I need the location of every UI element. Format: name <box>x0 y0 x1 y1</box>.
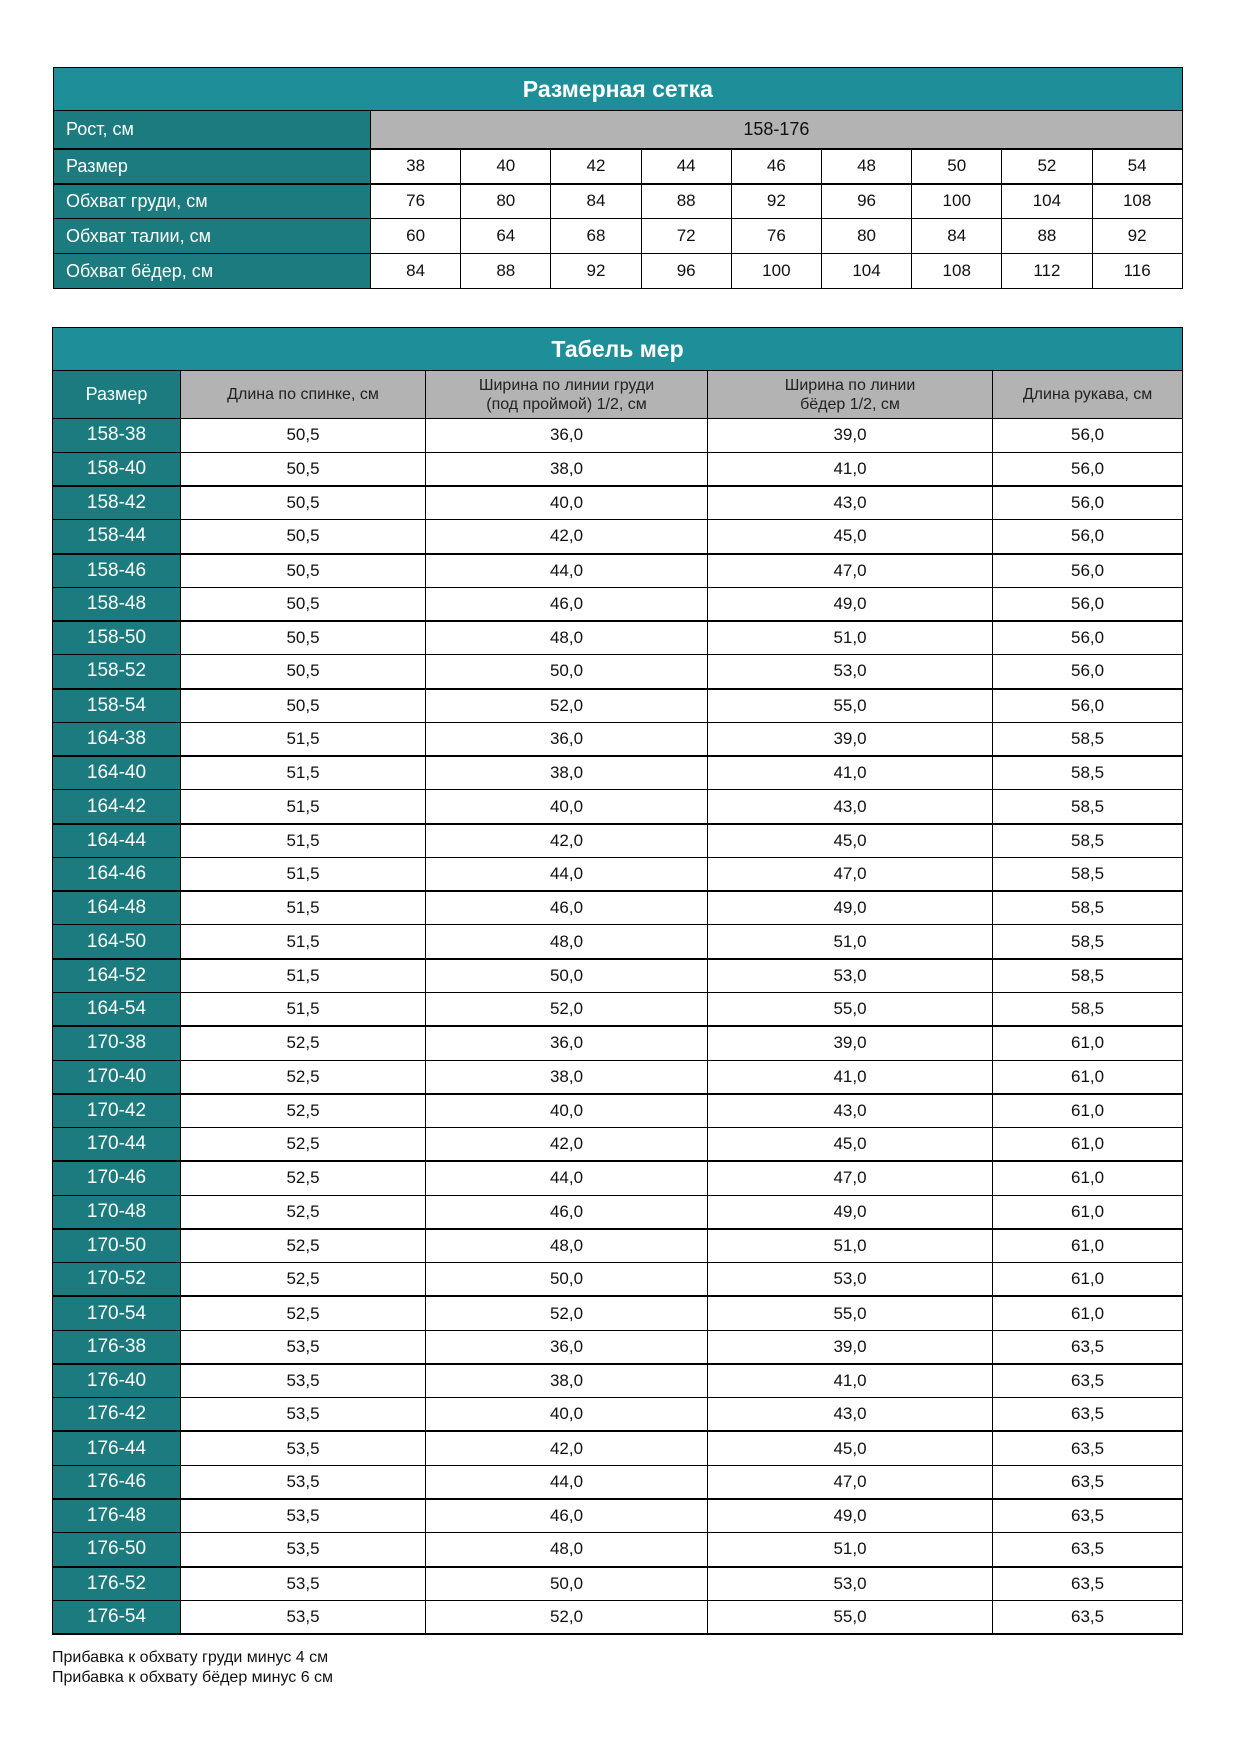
chest-width-cell: 38,0 <box>426 452 708 486</box>
sleeve-length-cell: 56,0 <box>993 486 1183 520</box>
sleeve-length-cell: 58,5 <box>993 925 1183 959</box>
chest-width-cell: 48,0 <box>426 1229 708 1263</box>
chest-width-cell: 40,0 <box>426 790 708 824</box>
back-length-cell: 52,5 <box>181 1094 426 1128</box>
measurement-row <box>53 790 1183 824</box>
hip-width-cell: 55,0 <box>708 1296 993 1330</box>
grid-value-cell: 64 <box>461 219 551 254</box>
measurement-row <box>53 621 1183 655</box>
hip-width-cell: 49,0 <box>708 1499 993 1533</box>
measurement-row <box>53 959 1183 993</box>
row-label: Обхват груди, см <box>54 184 371 219</box>
chest-width-cell: 42,0 <box>426 1128 708 1162</box>
back-length-cell: 50,5 <box>181 554 426 588</box>
chest-width-cell: 50,0 <box>426 1567 708 1601</box>
sleeve-length-cell: 58,5 <box>993 857 1183 891</box>
measurements-title: Табель мер <box>53 328 1183 371</box>
measurement-row <box>53 587 1183 621</box>
grid-value-cell: 60 <box>371 219 461 254</box>
grid-row <box>54 184 1183 219</box>
chest-width-cell: 40,0 <box>426 1398 708 1432</box>
hip-width-cell: 55,0 <box>708 993 993 1027</box>
grid-value-cell: 116 <box>1092 254 1182 289</box>
size-cell: 40 <box>461 149 551 184</box>
hip-width-cell: 41,0 <box>708 452 993 486</box>
measurement-row <box>53 857 1183 891</box>
grid-row <box>54 219 1183 254</box>
chest-width-cell: 44,0 <box>426 1465 708 1499</box>
size-cell: 54 <box>1092 149 1182 184</box>
grid-value-cell: 84 <box>371 254 461 289</box>
measurement-row <box>53 1128 1183 1162</box>
measurement-row <box>53 689 1183 723</box>
grid-value-cell: 76 <box>731 219 821 254</box>
back-length-cell: 53,5 <box>181 1431 426 1465</box>
back-length-cell: 53,5 <box>181 1567 426 1601</box>
hip-width-cell: 43,0 <box>708 790 993 824</box>
size-cell: 164-48 <box>53 891 181 925</box>
back-length-cell: 53,5 <box>181 1330 426 1364</box>
sleeve-length-cell: 63,5 <box>993 1465 1183 1499</box>
col-header-chest-width <box>426 371 708 419</box>
grid-value-cell: 96 <box>641 254 731 289</box>
grid-value-cell: 104 <box>821 254 911 289</box>
hip-width-cell: 47,0 <box>708 554 993 588</box>
hip-width-cell: 51,0 <box>708 1533 993 1567</box>
size-cell: 52 <box>1002 149 1092 184</box>
grid-value-cell: 80 <box>461 184 551 219</box>
chest-width-cell: 36,0 <box>426 1330 708 1364</box>
measurement-row <box>53 1330 1183 1364</box>
hip-width-cell: 43,0 <box>708 1094 993 1128</box>
back-length-cell: 50,5 <box>181 689 426 723</box>
back-length-cell: 53,5 <box>181 1499 426 1533</box>
chest-width-cell: 42,0 <box>426 1431 708 1465</box>
size-cell: 170-50 <box>53 1229 181 1263</box>
chest-width-cell: 52,0 <box>426 1600 708 1634</box>
grid-value-cell: 92 <box>731 184 821 219</box>
col-header-hip-width-line1: Ширина по линии <box>784 376 916 394</box>
hip-width-cell: 45,0 <box>708 1128 993 1162</box>
sleeve-length-cell: 61,0 <box>993 1128 1183 1162</box>
sleeve-length-cell: 61,0 <box>993 1094 1183 1128</box>
back-length-cell: 52,5 <box>181 1128 426 1162</box>
grid-value-cell: 92 <box>1092 219 1182 254</box>
chest-width-cell: 36,0 <box>426 722 708 756</box>
hip-width-cell: 45,0 <box>708 1431 993 1465</box>
sleeve-length-cell: 61,0 <box>993 1195 1183 1229</box>
grid-value-cell: 88 <box>461 254 551 289</box>
chest-width-cell: 38,0 <box>426 1364 708 1398</box>
size-cell: 176-44 <box>53 1431 181 1465</box>
chest-width-cell: 48,0 <box>426 621 708 655</box>
hip-width-cell: 45,0 <box>708 520 993 554</box>
measurement-row <box>53 1060 1183 1094</box>
back-length-cell: 51,5 <box>181 857 426 891</box>
size-grid-title: Размерная сетка <box>54 68 1183 111</box>
size-cell: 170-40 <box>53 1060 181 1094</box>
sleeve-length-cell: 63,5 <box>993 1330 1183 1364</box>
sleeve-length-cell: 58,5 <box>993 891 1183 925</box>
size-label: Размер <box>54 149 371 184</box>
grid-value-cell: 84 <box>551 184 641 219</box>
sleeve-length-cell: 56,0 <box>993 452 1183 486</box>
sleeve-length-cell: 58,5 <box>993 959 1183 993</box>
sleeve-length-cell: 56,0 <box>993 419 1183 453</box>
back-length-cell: 51,5 <box>181 722 426 756</box>
hip-width-cell: 39,0 <box>708 1330 993 1364</box>
measurement-row <box>53 1195 1183 1229</box>
row-label: Обхват бёдер, см <box>54 254 371 289</box>
back-length-cell: 52,5 <box>181 1026 426 1060</box>
hip-width-cell: 43,0 <box>708 486 993 520</box>
chest-width-cell: 38,0 <box>426 1060 708 1094</box>
measurement-row <box>53 1431 1183 1465</box>
back-length-cell: 51,5 <box>181 824 426 858</box>
chest-width-cell: 46,0 <box>426 1195 708 1229</box>
sleeve-length-cell: 61,0 <box>993 1161 1183 1195</box>
hip-width-cell: 39,0 <box>708 419 993 453</box>
hip-width-cell: 51,0 <box>708 1229 993 1263</box>
measurement-row <box>53 1567 1183 1601</box>
measurements-table <box>52 327 1183 1635</box>
back-length-cell: 52,5 <box>181 1060 426 1094</box>
hip-width-cell: 49,0 <box>708 891 993 925</box>
measurement-row <box>53 520 1183 554</box>
sleeve-length-cell: 61,0 <box>993 1060 1183 1094</box>
sleeve-length-cell: 63,5 <box>993 1499 1183 1533</box>
hip-width-cell: 49,0 <box>708 1195 993 1229</box>
back-length-cell: 52,5 <box>181 1229 426 1263</box>
chest-width-cell: 46,0 <box>426 587 708 621</box>
size-cell: 176-54 <box>53 1600 181 1634</box>
height-label: Рост, см <box>54 111 371 149</box>
sleeve-length-cell: 58,5 <box>993 824 1183 858</box>
size-cell: 176-38 <box>53 1330 181 1364</box>
measurement-row <box>53 756 1183 790</box>
size-cell: 164-42 <box>53 790 181 824</box>
size-cell: 158-46 <box>53 554 181 588</box>
size-cell: 164-44 <box>53 824 181 858</box>
size-cell: 158-50 <box>53 621 181 655</box>
sleeve-length-cell: 63,5 <box>993 1398 1183 1432</box>
measurement-row <box>53 1364 1183 1398</box>
col-header-size: Размер <box>53 371 181 419</box>
chest-width-cell: 50,0 <box>426 1263 708 1297</box>
back-length-cell: 50,5 <box>181 486 426 520</box>
hip-width-cell: 39,0 <box>708 722 993 756</box>
measurement-row <box>53 486 1183 520</box>
size-cell: 46 <box>731 149 821 184</box>
hip-width-cell: 45,0 <box>708 824 993 858</box>
footnote-hips: Прибавка к обхвату бёдер минус 6 см <box>52 1669 334 1686</box>
hip-width-cell: 39,0 <box>708 1026 993 1060</box>
chest-width-cell: 44,0 <box>426 1161 708 1195</box>
sleeve-length-cell: 56,0 <box>993 689 1183 723</box>
measurement-row <box>53 824 1183 858</box>
size-cell: 158-48 <box>53 587 181 621</box>
grid-row <box>54 254 1183 289</box>
back-length-cell: 50,5 <box>181 587 426 621</box>
grid-value-cell: 108 <box>912 254 1002 289</box>
grid-value-cell: 76 <box>371 184 461 219</box>
chest-width-cell: 44,0 <box>426 554 708 588</box>
size-cell: 158-42 <box>53 486 181 520</box>
back-length-cell: 50,5 <box>181 655 426 689</box>
sleeve-length-cell: 63,5 <box>993 1600 1183 1634</box>
size-cell: 170-46 <box>53 1161 181 1195</box>
chest-width-cell: 36,0 <box>426 1026 708 1060</box>
col-header-chest-width-line2: (под проймой) 1/2, см <box>486 395 647 413</box>
size-cell: 164-46 <box>53 857 181 891</box>
size-cell: 158-38 <box>53 419 181 453</box>
size-cell: 170-44 <box>53 1128 181 1162</box>
col-header-sleeve-length: Длина рукава, см <box>993 371 1183 419</box>
sleeve-length-cell: 63,5 <box>993 1533 1183 1567</box>
size-cell: 164-40 <box>53 756 181 790</box>
measurement-row <box>53 1161 1183 1195</box>
back-length-cell: 52,5 <box>181 1263 426 1297</box>
measurement-row <box>53 891 1183 925</box>
size-cell: 48 <box>821 149 911 184</box>
size-cell: 164-38 <box>53 722 181 756</box>
hip-width-cell: 49,0 <box>708 587 993 621</box>
size-cell: 158-44 <box>53 520 181 554</box>
size-cell: 170-52 <box>53 1263 181 1297</box>
size-cell: 176-48 <box>53 1499 181 1533</box>
col-header-chest-width-line1: Ширина по линии груди <box>478 376 655 394</box>
chest-width-cell: 42,0 <box>426 520 708 554</box>
sleeve-length-cell: 58,5 <box>993 722 1183 756</box>
back-length-cell: 50,5 <box>181 520 426 554</box>
hip-width-cell: 53,0 <box>708 1263 993 1297</box>
hip-width-cell: 53,0 <box>708 655 993 689</box>
sleeve-length-cell: 56,0 <box>993 554 1183 588</box>
chest-width-cell: 50,0 <box>426 959 708 993</box>
hip-width-cell: 41,0 <box>708 1060 993 1094</box>
chest-width-cell: 36,0 <box>426 419 708 453</box>
size-cell: 176-42 <box>53 1398 181 1432</box>
back-length-cell: 53,5 <box>181 1364 426 1398</box>
grid-value-cell: 108 <box>1092 184 1182 219</box>
measurement-row <box>53 1600 1183 1634</box>
size-cell: 158-52 <box>53 655 181 689</box>
sleeve-length-cell: 56,0 <box>993 587 1183 621</box>
sleeve-length-cell: 58,5 <box>993 993 1183 1027</box>
chest-width-cell: 48,0 <box>426 1533 708 1567</box>
back-length-cell: 53,5 <box>181 1465 426 1499</box>
size-cell: 164-52 <box>53 959 181 993</box>
measurement-row <box>53 1229 1183 1263</box>
sleeve-length-cell: 58,5 <box>993 790 1183 824</box>
back-length-cell: 51,5 <box>181 925 426 959</box>
sleeve-length-cell: 61,0 <box>993 1263 1183 1297</box>
chest-width-cell: 52,0 <box>426 689 708 723</box>
chest-width-cell: 44,0 <box>426 857 708 891</box>
hip-width-cell: 43,0 <box>708 1398 993 1432</box>
hip-width-cell: 41,0 <box>708 1364 993 1398</box>
measurement-row <box>53 925 1183 959</box>
hip-width-cell: 51,0 <box>708 621 993 655</box>
size-cell: 158-40 <box>53 452 181 486</box>
measurement-row <box>53 655 1183 689</box>
hip-width-cell: 55,0 <box>708 689 993 723</box>
hip-width-cell: 51,0 <box>708 925 993 959</box>
hip-width-cell: 55,0 <box>708 1600 993 1634</box>
measurement-row <box>53 554 1183 588</box>
measurement-row <box>53 1026 1183 1060</box>
grid-value-cell: 92 <box>551 254 641 289</box>
back-length-cell: 50,5 <box>181 419 426 453</box>
back-length-cell: 51,5 <box>181 891 426 925</box>
sleeve-length-cell: 63,5 <box>993 1431 1183 1465</box>
col-header-back-length: Длина по спинке, см <box>181 371 426 419</box>
chest-width-cell: 50,0 <box>426 655 708 689</box>
footnotes <box>52 1648 333 1688</box>
grid-value-cell: 80 <box>821 219 911 254</box>
size-cell: 42 <box>551 149 641 184</box>
size-cell: 176-52 <box>53 1567 181 1601</box>
size-cell: 170-38 <box>53 1026 181 1060</box>
height-range: 158-176 <box>371 111 1183 149</box>
back-length-cell: 51,5 <box>181 993 426 1027</box>
measurement-row <box>53 993 1183 1027</box>
grid-value-cell: 104 <box>1002 184 1092 219</box>
grid-value-cell: 88 <box>1002 219 1092 254</box>
back-length-cell: 53,5 <box>181 1398 426 1432</box>
measurement-row <box>53 1296 1183 1330</box>
sleeve-length-cell: 58,5 <box>993 756 1183 790</box>
row-label: Обхват талии, см <box>54 219 371 254</box>
hip-width-cell: 53,0 <box>708 1567 993 1601</box>
measurement-row <box>53 419 1183 453</box>
chest-width-cell: 38,0 <box>426 756 708 790</box>
measurement-row <box>53 452 1183 486</box>
size-cell: 170-54 <box>53 1296 181 1330</box>
size-cell: 38 <box>371 149 461 184</box>
size-grid-table <box>53 67 1183 289</box>
size-row <box>54 149 1183 184</box>
col-header-hip-width <box>708 371 993 419</box>
chest-width-cell: 52,0 <box>426 1296 708 1330</box>
size-cell: 164-54 <box>53 993 181 1027</box>
footnote-chest: Прибавка к обхвату груди минус 4 см <box>52 1649 329 1666</box>
size-cell: 50 <box>912 149 1002 184</box>
back-length-cell: 52,5 <box>181 1195 426 1229</box>
sleeve-length-cell: 56,0 <box>993 655 1183 689</box>
back-length-cell: 50,5 <box>181 452 426 486</box>
hip-width-cell: 41,0 <box>708 756 993 790</box>
chest-width-cell: 40,0 <box>426 1094 708 1128</box>
sleeve-length-cell: 61,0 <box>993 1229 1183 1263</box>
measurement-row <box>53 1263 1183 1297</box>
size-cell: 176-46 <box>53 1465 181 1499</box>
size-cell: 170-48 <box>53 1195 181 1229</box>
measurement-row <box>53 722 1183 756</box>
back-length-cell: 51,5 <box>181 790 426 824</box>
grid-value-cell: 100 <box>731 254 821 289</box>
chest-width-cell: 48,0 <box>426 925 708 959</box>
measurement-row <box>53 1533 1183 1567</box>
hip-width-cell: 47,0 <box>708 1161 993 1195</box>
sleeve-length-cell: 56,0 <box>993 621 1183 655</box>
size-cell: 176-40 <box>53 1364 181 1398</box>
size-cell: 170-42 <box>53 1094 181 1128</box>
measurement-row <box>53 1398 1183 1432</box>
size-cell: 176-50 <box>53 1533 181 1567</box>
hip-width-cell: 47,0 <box>708 1465 993 1499</box>
hip-width-cell: 53,0 <box>708 959 993 993</box>
grid-value-cell: 68 <box>551 219 641 254</box>
sleeve-length-cell: 61,0 <box>993 1026 1183 1060</box>
back-length-cell: 51,5 <box>181 756 426 790</box>
size-cell: 158-54 <box>53 689 181 723</box>
hip-width-cell: 47,0 <box>708 857 993 891</box>
measurement-row <box>53 1499 1183 1533</box>
grid-value-cell: 88 <box>641 184 731 219</box>
grid-value-cell: 72 <box>641 219 731 254</box>
col-header-hip-width-line2: бёдер 1/2, см <box>800 395 900 413</box>
back-length-cell: 53,5 <box>181 1533 426 1567</box>
back-length-cell: 53,5 <box>181 1600 426 1634</box>
measurement-row <box>53 1094 1183 1128</box>
back-length-cell: 52,5 <box>181 1296 426 1330</box>
grid-value-cell: 96 <box>821 184 911 219</box>
size-cell: 164-50 <box>53 925 181 959</box>
chest-width-cell: 40,0 <box>426 486 708 520</box>
chest-width-cell: 46,0 <box>426 1499 708 1533</box>
grid-value-cell: 84 <box>912 219 1002 254</box>
sleeve-length-cell: 61,0 <box>993 1296 1183 1330</box>
chest-width-cell: 52,0 <box>426 993 708 1027</box>
chest-width-cell: 46,0 <box>426 891 708 925</box>
grid-value-cell: 100 <box>912 184 1002 219</box>
back-length-cell: 52,5 <box>181 1161 426 1195</box>
back-length-cell: 50,5 <box>181 621 426 655</box>
size-cell: 44 <box>641 149 731 184</box>
sleeve-length-cell: 56,0 <box>993 520 1183 554</box>
back-length-cell: 51,5 <box>181 959 426 993</box>
measurement-row <box>53 1465 1183 1499</box>
chest-width-cell: 42,0 <box>426 824 708 858</box>
sleeve-length-cell: 63,5 <box>993 1364 1183 1398</box>
sleeve-length-cell: 63,5 <box>993 1567 1183 1601</box>
grid-value-cell: 112 <box>1002 254 1092 289</box>
